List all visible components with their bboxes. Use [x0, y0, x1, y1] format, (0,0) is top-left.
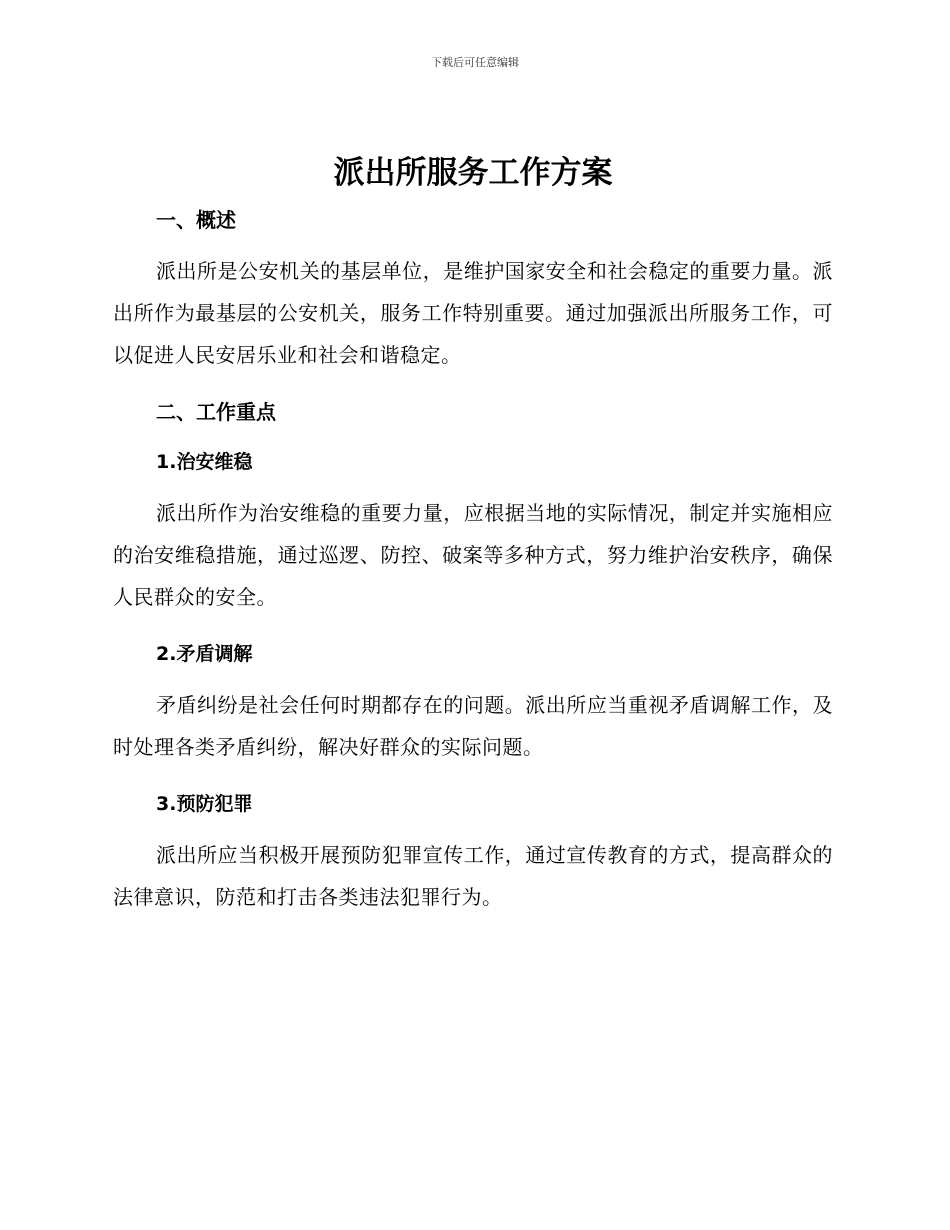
- sub-heading-public-security: 1.治安维稳: [156, 451, 253, 473]
- header-note: 下载后可任意编辑: [431, 56, 519, 69]
- paragraph-crime-prevention: 派出所应当积极开展预防犯罪宣传工作，通过宣传教育的方式，提高群众的法律意识，防范和打击各类违法犯罪行为。: [113, 843, 833, 909]
- document-body: [113, 150, 833, 918]
- paragraph-public-security: 派出所作为治安维稳的重要力量，应根据当地的实际情况，制定并实施相应的治安维稳措施，通过巡逻、防控、破案等多种方式，努力维护治安秩序，确保人民群众的安全。: [113, 501, 833, 609]
- section-heading-overview: 一、概述: [156, 208, 236, 232]
- paragraph-overview: 派出所是公安机关的基层单位，是维护国家安全和社会稳定的重要力量。派出所作为最基层的公安机关，服务工作特别重要。通过加强派出所服务工作，可以促进人民安居乐业和社会和谐稳定。: [113, 259, 833, 367]
- section-heading-focus: 二、工作重点: [156, 400, 276, 424]
- document-title: 派出所服务工作方案: [333, 155, 613, 191]
- sub-heading-dispute-mediation: 2.矛盾调解: [156, 643, 253, 665]
- paragraph-dispute-mediation: 矛盾纠纷是社会任何时期都存在的问题。派出所应当重视矛盾调解工作，及时处理各类矛盾纠纷，解决好群众的实际问题。: [113, 693, 833, 759]
- sub-heading-crime-prevention: 3.预防犯罪: [156, 793, 253, 815]
